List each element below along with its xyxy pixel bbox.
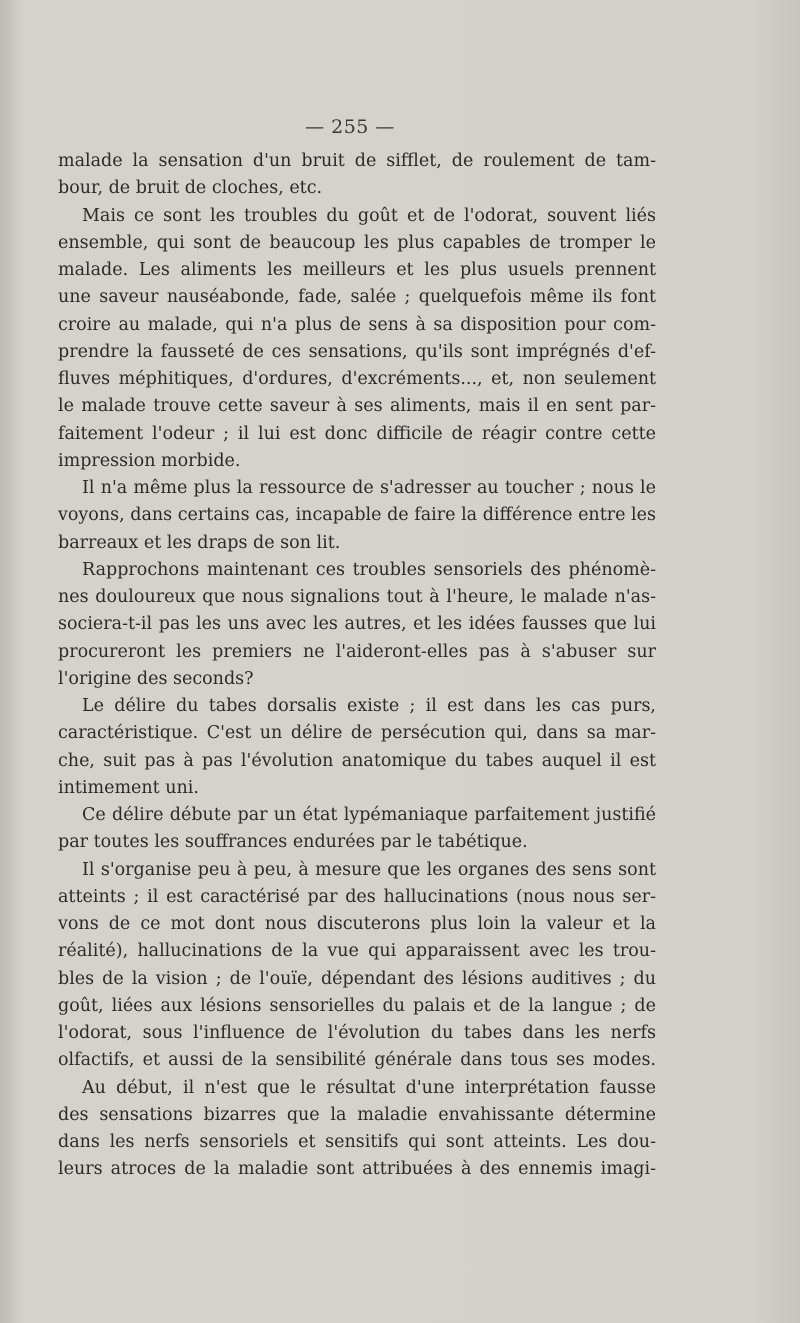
page-number: — 255 — <box>305 116 395 138</box>
text-line: vons de ce mot dont nous discuterons plus loin la valeur et la <box>58 914 656 934</box>
text-line: prendre la fausseté de ces sensations, qu'ils sont imprégnés d'ef- <box>58 341 656 362</box>
text-line: voyons, dans certains cas, incapable de faire la différence entre les <box>58 505 656 526</box>
text-line: réalité), hallucinations de la vue qui apparaissent avec les trou- <box>58 941 656 962</box>
text-line: ensemble, qui sont de beaucoup les plus capables de tromper le <box>58 232 656 253</box>
text-line: malade la sensation d'un bruit de sifflet, de roulement de tam- <box>58 151 656 171</box>
text-line: che, suit pas à pas l'évolution anatomique du tabes auquel il est <box>58 750 656 771</box>
text-line: une saveur nauséabonde, fade, salée ; quelquefois même ils font <box>58 287 656 308</box>
text-line: malade. Les aliments les meilleurs et les plus usuels prennent <box>58 260 656 280</box>
text-line: Il s'organise peu à peu, à mesure que les organes des sens sont <box>82 859 656 880</box>
text-line: Le délire du tabes dorsalis existe ; il est dans les cas purs, <box>82 696 656 716</box>
text-line: nes douloureux que nous signalions tout à l'heure, le malade n'as- <box>58 587 656 607</box>
text-line: bles de la vision ; de l'ouïe, dépendant des lésions auditives ; du <box>58 968 656 989</box>
text-line: l'origine des seconds? <box>58 668 254 689</box>
text-line: goût, liées aux lésions sensorielles du palais et de la langue ; de <box>58 995 656 1016</box>
text-line: fluves méphitiques, d'ordures, d'excréments..., et, non seulement <box>58 369 656 389</box>
text-line: l'odorat, sous l'influence de l'évolution du tabes dans les nerfs <box>58 1023 656 1043</box>
text-line: dans les nerfs sensoriels et sensitifs qui sont atteints. Les dou- <box>58 1132 656 1152</box>
text-line: Ce délire débute par un état lypémaniaque parfaitement justifié <box>82 805 656 825</box>
text-line: olfactifs, et aussi de la sensibilité générale dans tous ses modes. <box>58 1050 656 1071</box>
text-line: impression morbide. <box>58 450 241 471</box>
text-line: procureront les premiers ne l'aideront-elles pas à s'abuser sur <box>58 641 656 662</box>
text-line: bour, de bruit de cloches, etc. <box>58 178 323 199</box>
text-line: barreaux et les draps de son lit. <box>58 532 341 553</box>
text-line: Au début, il n'est que le résultat d'une interprétation fausse <box>82 1077 656 1098</box>
text-line: leurs atroces de la maladie sont attribuées à des ennemis imagi- <box>58 1159 656 1180</box>
text-line: croire au malade, qui n'a plus de sens à sa disposition pour com- <box>58 314 656 335</box>
text-line: atteints ; il est caractérisé par des hallucinations (nous nous ser- <box>58 886 656 907</box>
text-line: des sensations bizarres que la maladie envahissante détermine <box>58 1104 656 1125</box>
text-line: faitement l'odeur ; il lui est donc difficile de réagir contre cette <box>58 423 656 444</box>
text-line: Rapprochons maintenant ces troubles sensoriels des phénomè- <box>82 559 656 580</box>
text-line: sociera-t-il pas les uns avec les autres, et les idées fausses que lui <box>58 614 656 635</box>
body-text <box>58 148 656 1184</box>
text-line: Mais ce sont les troubles du goût et de l'odorat, souvent liés <box>82 205 656 226</box>
text-line: par toutes les souffrances endurées par le tabétique. <box>58 832 528 853</box>
text-line: Il n'a même plus la ressource de s'adresser au toucher ; nous le <box>82 478 656 498</box>
text-line: le malade trouve cette saveur à ses aliments, mais il en sent par- <box>58 396 656 417</box>
text-line: intimement uni. <box>58 777 199 798</box>
text-line: caractéristique. C'est un délire de persécution qui, dans sa mar- <box>58 723 656 744</box>
